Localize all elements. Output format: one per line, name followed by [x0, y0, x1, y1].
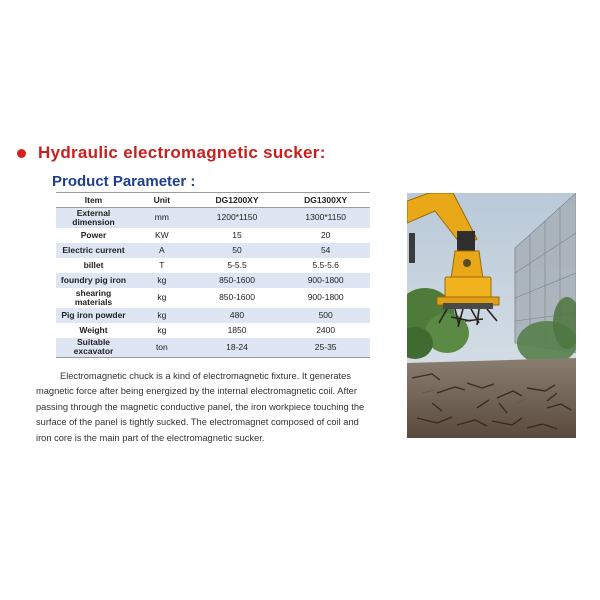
- table-row: [56, 338, 370, 358]
- row-dg1300: 900-1800: [307, 274, 344, 285]
- row-item: shearing materials: [74, 287, 113, 307]
- table-row: [56, 258, 370, 273]
- section-heading: [17, 143, 326, 163]
- row-dg1200: 5-5.5: [227, 259, 247, 270]
- row-unit: KW: [155, 229, 169, 240]
- row-dg1200: 1850: [227, 324, 247, 335]
- row-dg1200: 480: [229, 309, 245, 320]
- row-unit: kg: [157, 309, 167, 320]
- parameter-table: [56, 192, 370, 358]
- row-item: Weight: [79, 324, 108, 335]
- table-row: [56, 228, 370, 243]
- row-unit: kg: [157, 292, 167, 302]
- row-item: Suitable excavator: [73, 337, 114, 357]
- row-dg1300: 2400: [316, 324, 336, 335]
- row-dg1300: 54: [320, 244, 331, 255]
- product-parameter-title: Product Parameter :: [52, 173, 196, 190]
- row-unit: mm: [154, 212, 169, 223]
- table-row: [56, 323, 370, 338]
- bullet-icon: [17, 149, 26, 158]
- header-unit: Unit: [131, 193, 193, 208]
- row-dg1200: 850-1600: [219, 292, 255, 302]
- header-dg1300: DG1300XY: [281, 193, 370, 208]
- table-row: [56, 288, 370, 308]
- row-dg1300: 1300*1150: [305, 212, 346, 223]
- heading-text: Hydraulic electromagnetic sucker:: [38, 143, 326, 162]
- table-row: [56, 308, 370, 323]
- row-dg1200: 18-24: [226, 341, 248, 352]
- table-row: [56, 273, 370, 288]
- row-dg1300: 20: [320, 229, 331, 240]
- row-unit: kg: [157, 274, 167, 285]
- description-paragraph: Electromagnetic chuck is a kind of electromagnetic fixture. It generates magnetic force after being energized by the internal electromagnetic coil. After passing through the magnetic conductive panel, the iron workpiece touching the surface of the panel is tightly sucked. The electromagnet composed of coil and iron core is the main part of the electromagnetic sucker.: [36, 371, 365, 443]
- table-row: [56, 208, 370, 228]
- row-dg1300: 900-1800: [307, 292, 344, 302]
- row-item: foundry pig iron: [60, 274, 127, 285]
- row-unit: T: [159, 259, 165, 270]
- row-item: billet: [83, 259, 104, 270]
- row-item: Electric current: [62, 244, 125, 255]
- row-dg1200: 50: [232, 244, 242, 255]
- row-item: Pig iron powder: [61, 309, 126, 320]
- row-dg1300: 5.5-5.6: [312, 259, 339, 270]
- row-item: External dimension: [72, 207, 115, 227]
- header-item: Item: [56, 193, 131, 208]
- row-dg1200: 1200*1150: [216, 212, 258, 223]
- row-item: Power: [80, 229, 107, 240]
- table-row: [56, 243, 370, 258]
- table-header-row: [56, 193, 370, 208]
- excavator-magnet-photo: [407, 193, 576, 438]
- row-dg1200: 15: [232, 229, 242, 240]
- row-dg1200: 850-1600: [219, 274, 255, 285]
- row-dg1300: 25-35: [314, 341, 337, 352]
- row-unit: A: [159, 244, 165, 255]
- electromagnet: [437, 277, 499, 309]
- row-unit: ton: [155, 341, 168, 352]
- row-unit: kg: [157, 324, 167, 335]
- row-dg1300: 500: [318, 309, 333, 320]
- header-dg1200: DG1200XY: [193, 193, 282, 208]
